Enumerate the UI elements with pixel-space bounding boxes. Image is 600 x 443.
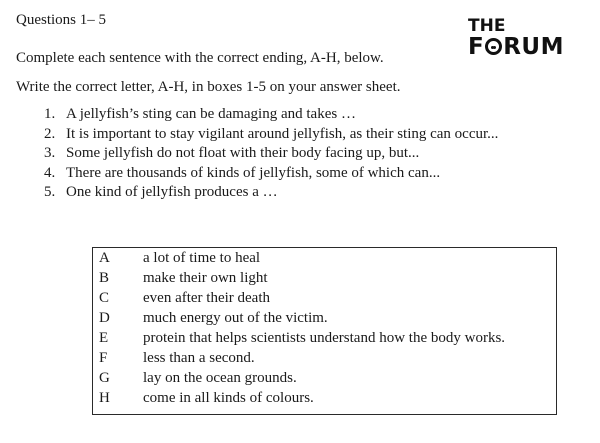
ending-text: come in all kinds of colours. bbox=[143, 390, 314, 406]
ending-text: much energy out of the victim. bbox=[143, 310, 328, 326]
ending-letter: A bbox=[99, 250, 110, 266]
question-list bbox=[44, 105, 498, 203]
question-item bbox=[44, 144, 498, 164]
question-item bbox=[44, 105, 498, 125]
question-item bbox=[44, 183, 498, 203]
forum-logo bbox=[468, 18, 564, 59]
ending-text: less than a second. bbox=[143, 350, 255, 366]
logo-o-icon bbox=[485, 38, 502, 55]
endings-box bbox=[92, 247, 557, 415]
ending-text: a lot of time to heal bbox=[143, 250, 261, 266]
question-text: Some jellyfish do not float with their body facing up, but... bbox=[66, 145, 420, 161]
instruction-2: Write the correct letter, A-H, in boxes 1-5 on your answer sheet. bbox=[16, 79, 401, 95]
question-text: It is important to stay vigilant around jellyfish, as their sting can occur... bbox=[66, 125, 499, 142]
page-title: Questions 1– 5 bbox=[16, 12, 106, 28]
logo-line1: THE bbox=[468, 16, 506, 36]
question-number: 4. bbox=[44, 164, 56, 181]
question-item bbox=[44, 164, 498, 184]
ending-letter: B bbox=[99, 270, 110, 286]
ending-text: protein that helps scientists understand how the body works. bbox=[143, 330, 506, 346]
question-text: There are thousands of kinds of jellyfish, some of which can... bbox=[66, 164, 441, 181]
ending-letter: H bbox=[99, 390, 110, 406]
ending-letter: C bbox=[99, 290, 110, 306]
question-item bbox=[44, 125, 498, 145]
question-number: 3. bbox=[44, 145, 56, 161]
ending-letter: D bbox=[99, 310, 110, 326]
ending-letter: F bbox=[99, 350, 108, 366]
question-number: 1. bbox=[44, 106, 56, 122]
ending-letter: E bbox=[99, 330, 109, 346]
question-text: A jellyfish’s sting can be damaging and takes … bbox=[66, 106, 356, 122]
question-number: 2. bbox=[44, 125, 56, 142]
instruction-1: Complete each sentence with the correct ending, A-H, below. bbox=[16, 50, 384, 66]
ending-text: even after their death bbox=[143, 290, 271, 306]
ending-text: make their own light bbox=[143, 270, 268, 286]
question-text: One kind of jellyfish produces a … bbox=[66, 184, 278, 200]
logo-line2: F RUM bbox=[468, 34, 564, 60]
question-number: 5. bbox=[44, 184, 56, 200]
ending-letter: G bbox=[99, 370, 110, 386]
ending-text: lay on the ocean grounds. bbox=[143, 370, 297, 386]
